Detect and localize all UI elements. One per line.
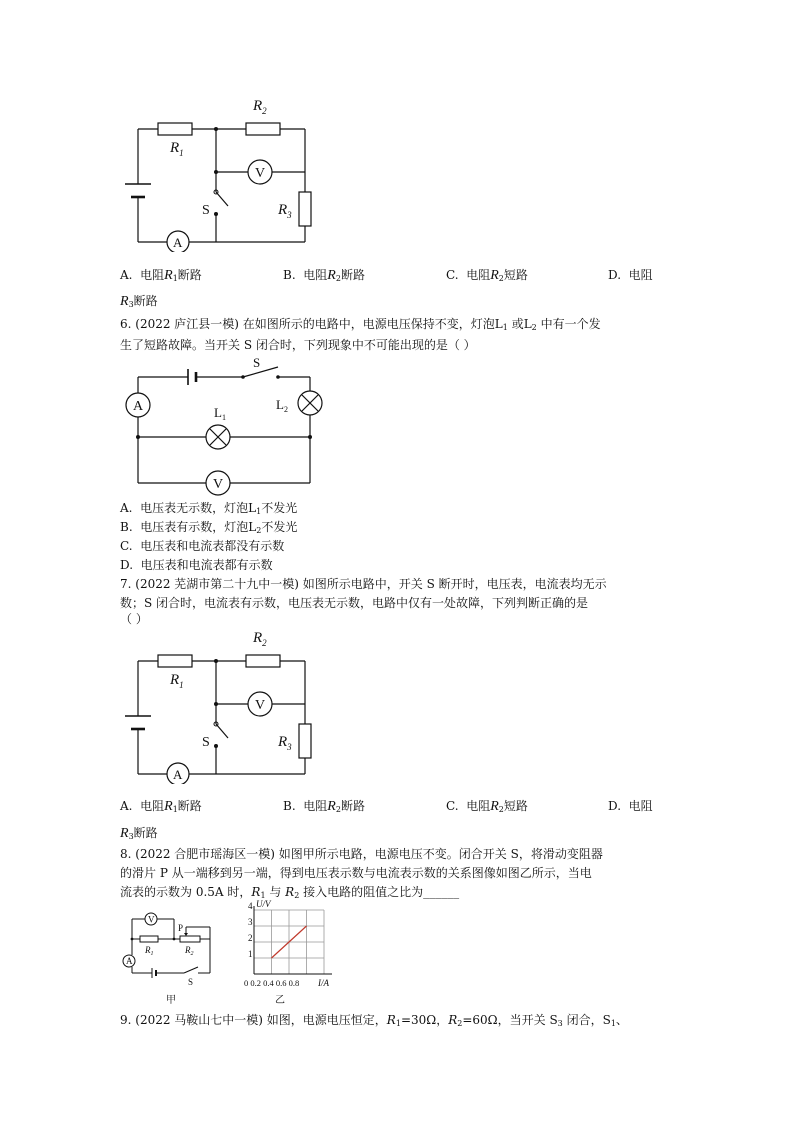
q8-graph-caption: 乙: [275, 995, 285, 1006]
q7-r1-label: $R_1$: [170, 672, 184, 690]
q6-question-line2: 生了短路故障。当开关 S 闭合时，下列现象中不可能出现的是（ ）: [120, 338, 476, 352]
q5-circuit-diagram: [118, 92, 328, 252]
q7-ammeter-symbol: A: [173, 767, 183, 782]
q7-question-line3: （ ）: [120, 612, 148, 626]
q8-voltmeter-symbol: V: [148, 914, 155, 925]
q6-ammeter-symbol: A: [133, 399, 144, 414]
q7-r3-label: $R_3$: [278, 734, 292, 752]
q8-x-tick-labels: 0 0.2 0.4 0.6 0.8: [244, 978, 300, 988]
q8-y-tick-4: 4: [248, 901, 253, 911]
q6-question-line1: 6. (2022 庐江县一模) 在如图所示的电路中，电源电压保持不变，灯泡$L_1$ 或$L_2$ 中有一个发: [120, 317, 601, 332]
q5-voltmeter-symbol: V: [255, 166, 266, 181]
q7-option-c[interactable]: C. 电阻$R_2$短路: [446, 799, 528, 814]
q8-question-line1: 8. (2022 合肥市瑶海区一模) 如图甲所示电路，电源电压不变。闭合开关 S，将滑动变阻器: [120, 847, 603, 861]
q5-option-b[interactable]: B. 电阻$R_2$断路: [283, 268, 365, 283]
q9-question-line1: 9. (2022 马鞍山七中一模) 如图，电源电压恒定，$R_1=30\Omega$，$R_2=60\Omega$，当开关 $S_3$ 闭合，$S_1$、: [120, 1013, 628, 1028]
q6-voltmeter-symbol: V: [213, 477, 224, 492]
q8-switch-label: S: [188, 977, 194, 987]
q8-y-axis-label: U/V: [256, 899, 271, 909]
q7-switch-label: S: [202, 735, 210, 750]
q5-r1-label: $R_1$: [170, 140, 184, 158]
q6-circuit-diagram: [118, 355, 328, 500]
q7-option-d[interactable]: D. 电阻: [608, 799, 653, 813]
q8-circuit-caption: 甲: [166, 995, 176, 1006]
q7-option-d-continued: $R_3$断路: [120, 826, 158, 841]
q8-r2-label: $R_2$: [185, 945, 194, 957]
q7-option-b[interactable]: B. 电阻$R_2$断路: [283, 799, 365, 814]
q6-option-d[interactable]: D. 电压表和电流表都有示数: [120, 558, 273, 572]
q6-option-b[interactable]: B. 电压表有示数，灯泡$L_2$不发光: [120, 520, 298, 535]
q5-switch-label: S: [202, 203, 210, 218]
q8-y-tick-1: 1: [248, 949, 253, 959]
q7-question-line1: 7. (2022 芜湖市第二十九中一模) 如图所示电路中，开关 S 断开时，电压表，电流表均无示: [120, 577, 607, 591]
q6-l2-label: $L_2$: [276, 397, 288, 414]
q5-r2-label: $R_2$: [253, 98, 267, 116]
q5-option-c[interactable]: C. 电阻$R_2$短路: [446, 268, 528, 283]
q8-ui-graph: [228, 898, 343, 1010]
q6-switch-label: S: [253, 355, 261, 370]
q8-question-line3: 流表的示数为 0.5A 时，$R_1$ 与 $R_2$ 接入电路的阻值之比为______: [120, 885, 460, 900]
q5-option-d[interactable]: D. 电阻: [608, 268, 653, 282]
q7-option-a[interactable]: A. 电阻$R_1$断路: [120, 799, 202, 814]
q8-r1-label: $R_1$: [145, 945, 154, 957]
q5-r3-label: $R_3$: [278, 202, 292, 220]
q7-question-line2: 数；S 闭合时，电流表有示数，电压表无示数，电路中仅有一处故障，下列判断正确的是: [120, 596, 589, 610]
q5-ammeter-symbol: A: [173, 235, 183, 250]
q8-circuit-diagram: [118, 905, 228, 1010]
q6-l1-label: $L_1$: [214, 405, 226, 422]
q8-y-tick-3: 3: [248, 917, 253, 927]
q7-voltmeter-symbol: V: [255, 698, 266, 713]
q8-question-line2: 的滑片 P 从一端移到另一端，得到电压表示数与电流表示数的关系图像如图乙所示，当电: [120, 866, 592, 880]
q6-option-a[interactable]: A. 电压表无示数，灯泡$L_1$不发光: [120, 501, 298, 516]
q6-option-c[interactable]: C. 电压表和电流表都没有示数: [120, 539, 285, 553]
q8-y-tick-2: 2: [248, 933, 253, 943]
q7-r2-label: $R_2$: [253, 630, 267, 648]
q8-slider-label: P: [178, 923, 184, 933]
q8-ammeter-symbol: A: [126, 956, 133, 966]
q7-circuit-diagram: [118, 624, 328, 784]
q5-option-d-continued: $R_3$断路: [120, 294, 158, 309]
q8-x-axis-label: I/A: [318, 978, 329, 988]
q5-option-a[interactable]: A. 电阻$R_1$断路: [120, 268, 202, 283]
